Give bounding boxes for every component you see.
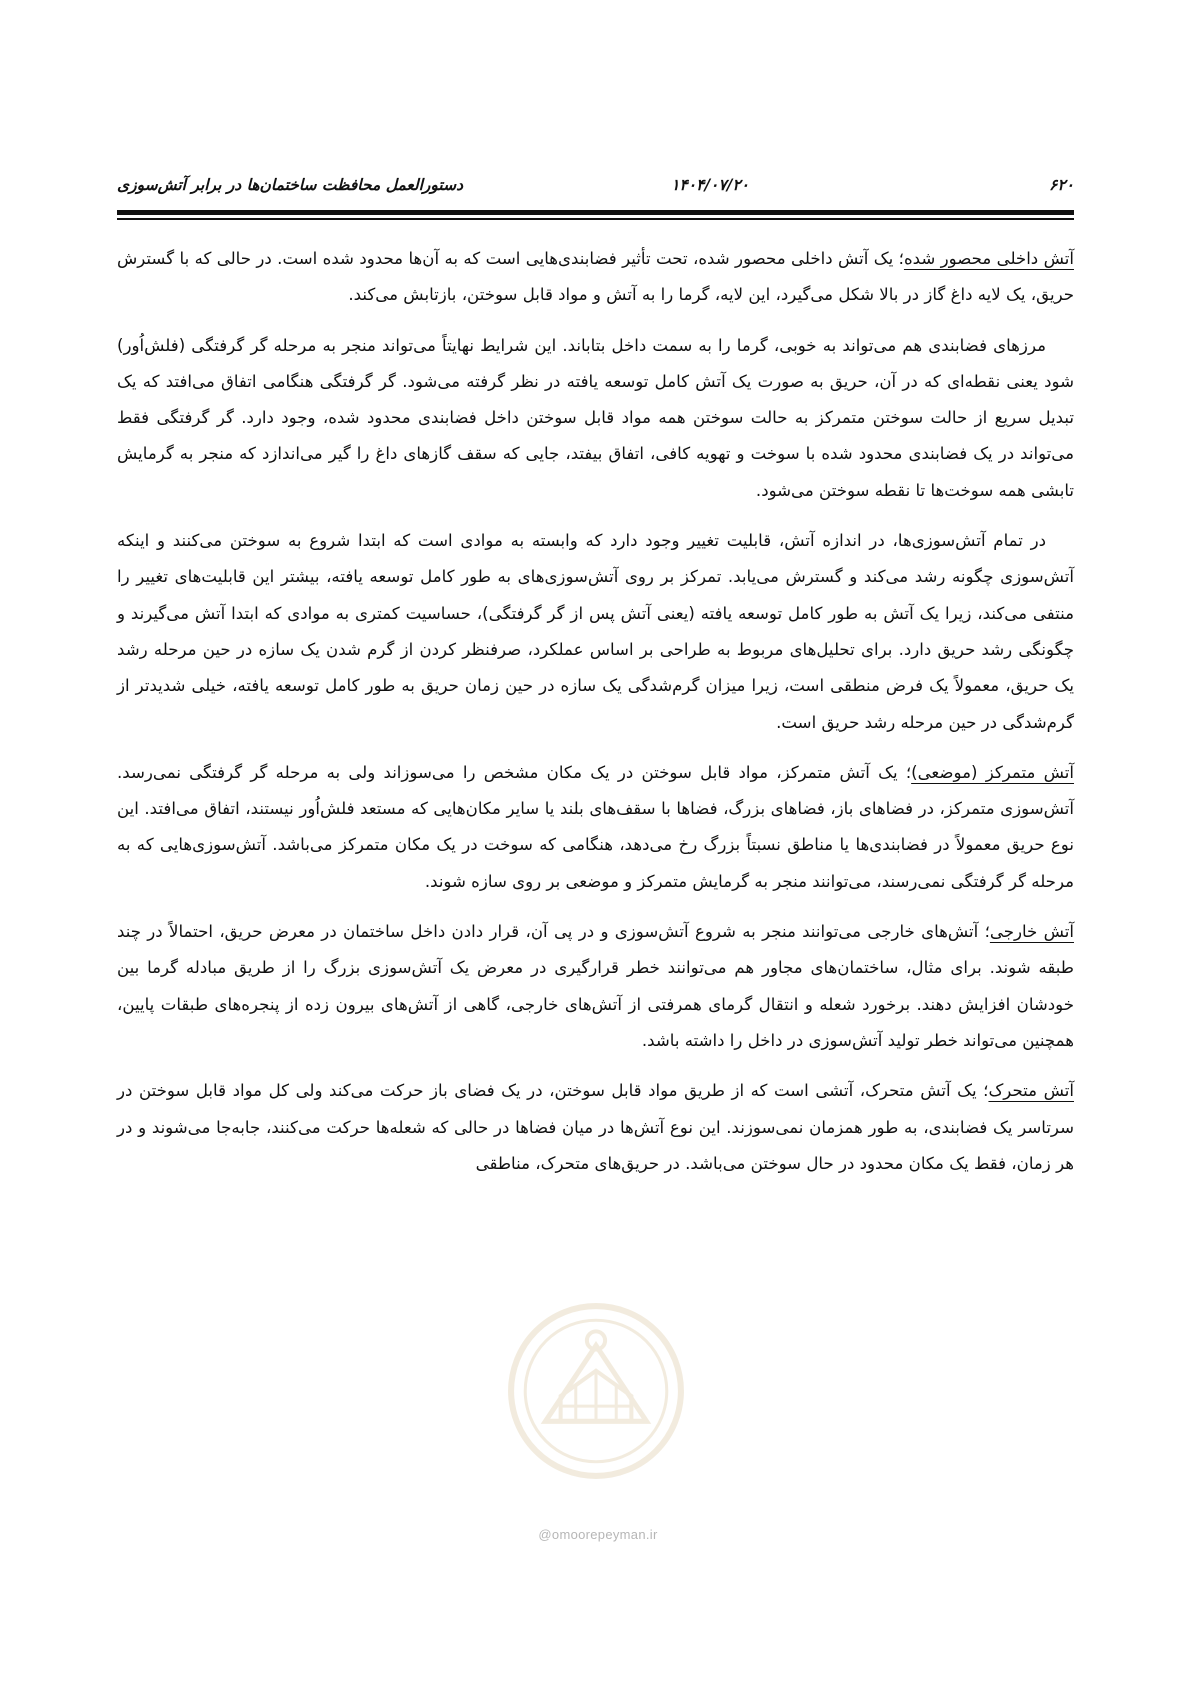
paragraph-text: مرزهای فضابندی هم می‌تواند به خوبی، گرما را به سمت داخل بتاباند. این شرایط نهایتاً می‌تواند منجر به مرحله گر گرفتگی (فلش‌اُور) شود یعنی نقطه‌ای که در آن، حریق به صورت یک آتش کامل توسعه یافته در نظر گرفته می‌شود. گر گرفتگی هنگامی اتفاق می‌افتد که یک تبدیل سریع از حالت سوختن متمرکز به حالت سوختن همه مواد قابل سوختن داخل فضابندی محدود شده، وجود دارد. گر گرفتگی فقط می‌تواند در یک فضابندی محدود شده با سوخت و تهویه کافی، اتفاق بیفتد، جایی که سقف گازهای داغ را گیر می‌اندازد که منجر به گرمایش تابشی همه سوخت‌ها تا نقطه سوختن می‌شود.: [117, 335, 1074, 500]
term-localized-fire: آتش متمرکز (موضعی): [911, 762, 1075, 782]
term-confined-fire: آتش داخلی محصور شده: [903, 249, 1074, 268]
paragraph-confined-fire: [117, 241, 1074, 314]
body-text: [117, 241, 1074, 1182]
watermark-logo-icon: [505, 1300, 687, 1482]
paragraph-text: ؛ یک آتش متحرک، آتشی است که از طریق مواد قابل سوختن، در یک فضای باز حرکت می‌کند ولی کل مواد قابل سوختن در سرتاسر یک فضابندی، به طور همزمان نمی‌سوزند. این نوع آتش‌ها در میان فضاها در حالی که شعله‌ها حرکت می‌کنند، جابه‌جا می‌شوند و در هر زمان، فقط یک مکان محدود در حال سوختن می‌باشد. در حریق‌های متحرک، مناطقی: [117, 1081, 1074, 1173]
paragraph-text: ؛ یک آتش متمرکز، مواد قابل سوختن در یک مکان مشخص را می‌سوزاند ولی به مرحله گر گرفتگی نمی‌رسد. آتش‌سوزی متمرکز، در فضاهای باز، فضاهای بزرگ، فضاها با سقف‌های بلند یا سایر مکان‌هایی که مستعد فلش‌اُور نیستند، اتفاق می‌افتد. این نوع حریق معمولاً در فضابندی‌ها یا مناطق نسبتاً بزرگ رخ می‌دهد، هنگامی که سوخت در یک مکان متمرکز می‌باشد. آتش‌سوزی‌هایی که به مرحله گر گرفتگی نمی‌رسند، می‌توانند منجر به گرمایش متمرکز و موضعی بر روی سازه شوند.: [117, 762, 1074, 891]
paragraph-text: ؛ یک آتش داخلی محصور شده، تحت تأثیر فضابندی‌هایی است که به آن‌ها محدود شده است. در حالی که با گسترش حریق، یک لایه داغ گاز در بالا شکل می‌گیرد، این لایه، گرما را به آتش و مواد قابل سوختن، بازتابش می‌کند.: [117, 249, 1074, 305]
watermark-text: @omoorepeyman.ir: [538, 1527, 658, 1542]
term-travelling-fire: آتش متحرک: [988, 1081, 1074, 1101]
paragraph-flashover: [117, 328, 1074, 509]
header-date: ۱۴۰۴/۰۷/۲۰: [671, 175, 749, 194]
page-number: ۶۲۰: [1049, 175, 1074, 194]
paragraph-external-fire: [117, 914, 1074, 1059]
paragraph-localized-fire: [117, 755, 1074, 900]
running-header: [117, 172, 1074, 198]
term-external-fire: آتش خارجی: [989, 922, 1074, 942]
paragraph-text: ؛ آتش‌های خارجی می‌توانند منجر به شروع آتش‌سوزی و در پی آن، قرار دادن داخل ساختمان در معرض حریق، احتمالاً در چند طبقه شوند. برای مثال، ساختمان‌های مجاور هم می‌توانند خطر قرارگیری در معرض یک آتش‌سوزی بزرگ را از طریق مبادله گرما بین خودشان افزایش دهند. برخورد شعله و انتقال گرمای همرفتی از آتش‌های خارجی، گاهی از آتش‌های بیرون زده از پنجره‌های طبقات پایین، همچنین می‌تواند خطر تولید آتش‌سوزی در داخل را داشته باشد.: [117, 922, 1074, 1050]
paragraph-fully-developed: [117, 523, 1074, 741]
header-rule-thick: [117, 210, 1074, 215]
document-title: دستورالعمل محافظت ساختمان‌ها در برابر آتش‌سوزی: [117, 175, 463, 194]
paragraph-text: در تمام آتش‌سوزی‌ها، در اندازه آتش، قابلیت تغییر وجود دارد که وابسته به موادی است که ابتدا شروع به سوختن می‌کنند و اینکه آتش‌سوزی چگونه رشد می‌کند و گسترش می‌یابد. تمرکز بر روی آتش‌سوزی‌های به طور کامل توسعه یافته، بیشتر این قابلیت‌های تغییر را منتفی می‌کند، زیرا یک آتش به طور کامل توسعه یافته (یعنی آتش پس از گر گرفتگی)، حساسیت کمتری به موادی که ابتدا آتش می‌گیرند و چگونگی رشد حریق دارد. برای تحلیل‌های مربوط به طراحی بر اساس عملکرد، صرفنظر کردن از گرم شدن یک سازه در حین مرحله رشد یک حریق، معمولاً یک فرض منطقی است، زیرا میزان گرم‌شدگی یک سازه در حین زمان حریق به طور کامل توسعه یافته، خیلی شدیدتر از گرم‌شدگی در حین مرحله رشد حریق است.: [117, 531, 1074, 732]
paragraph-travelling-fire: [117, 1073, 1074, 1182]
header-rule-thin: [117, 218, 1074, 220]
